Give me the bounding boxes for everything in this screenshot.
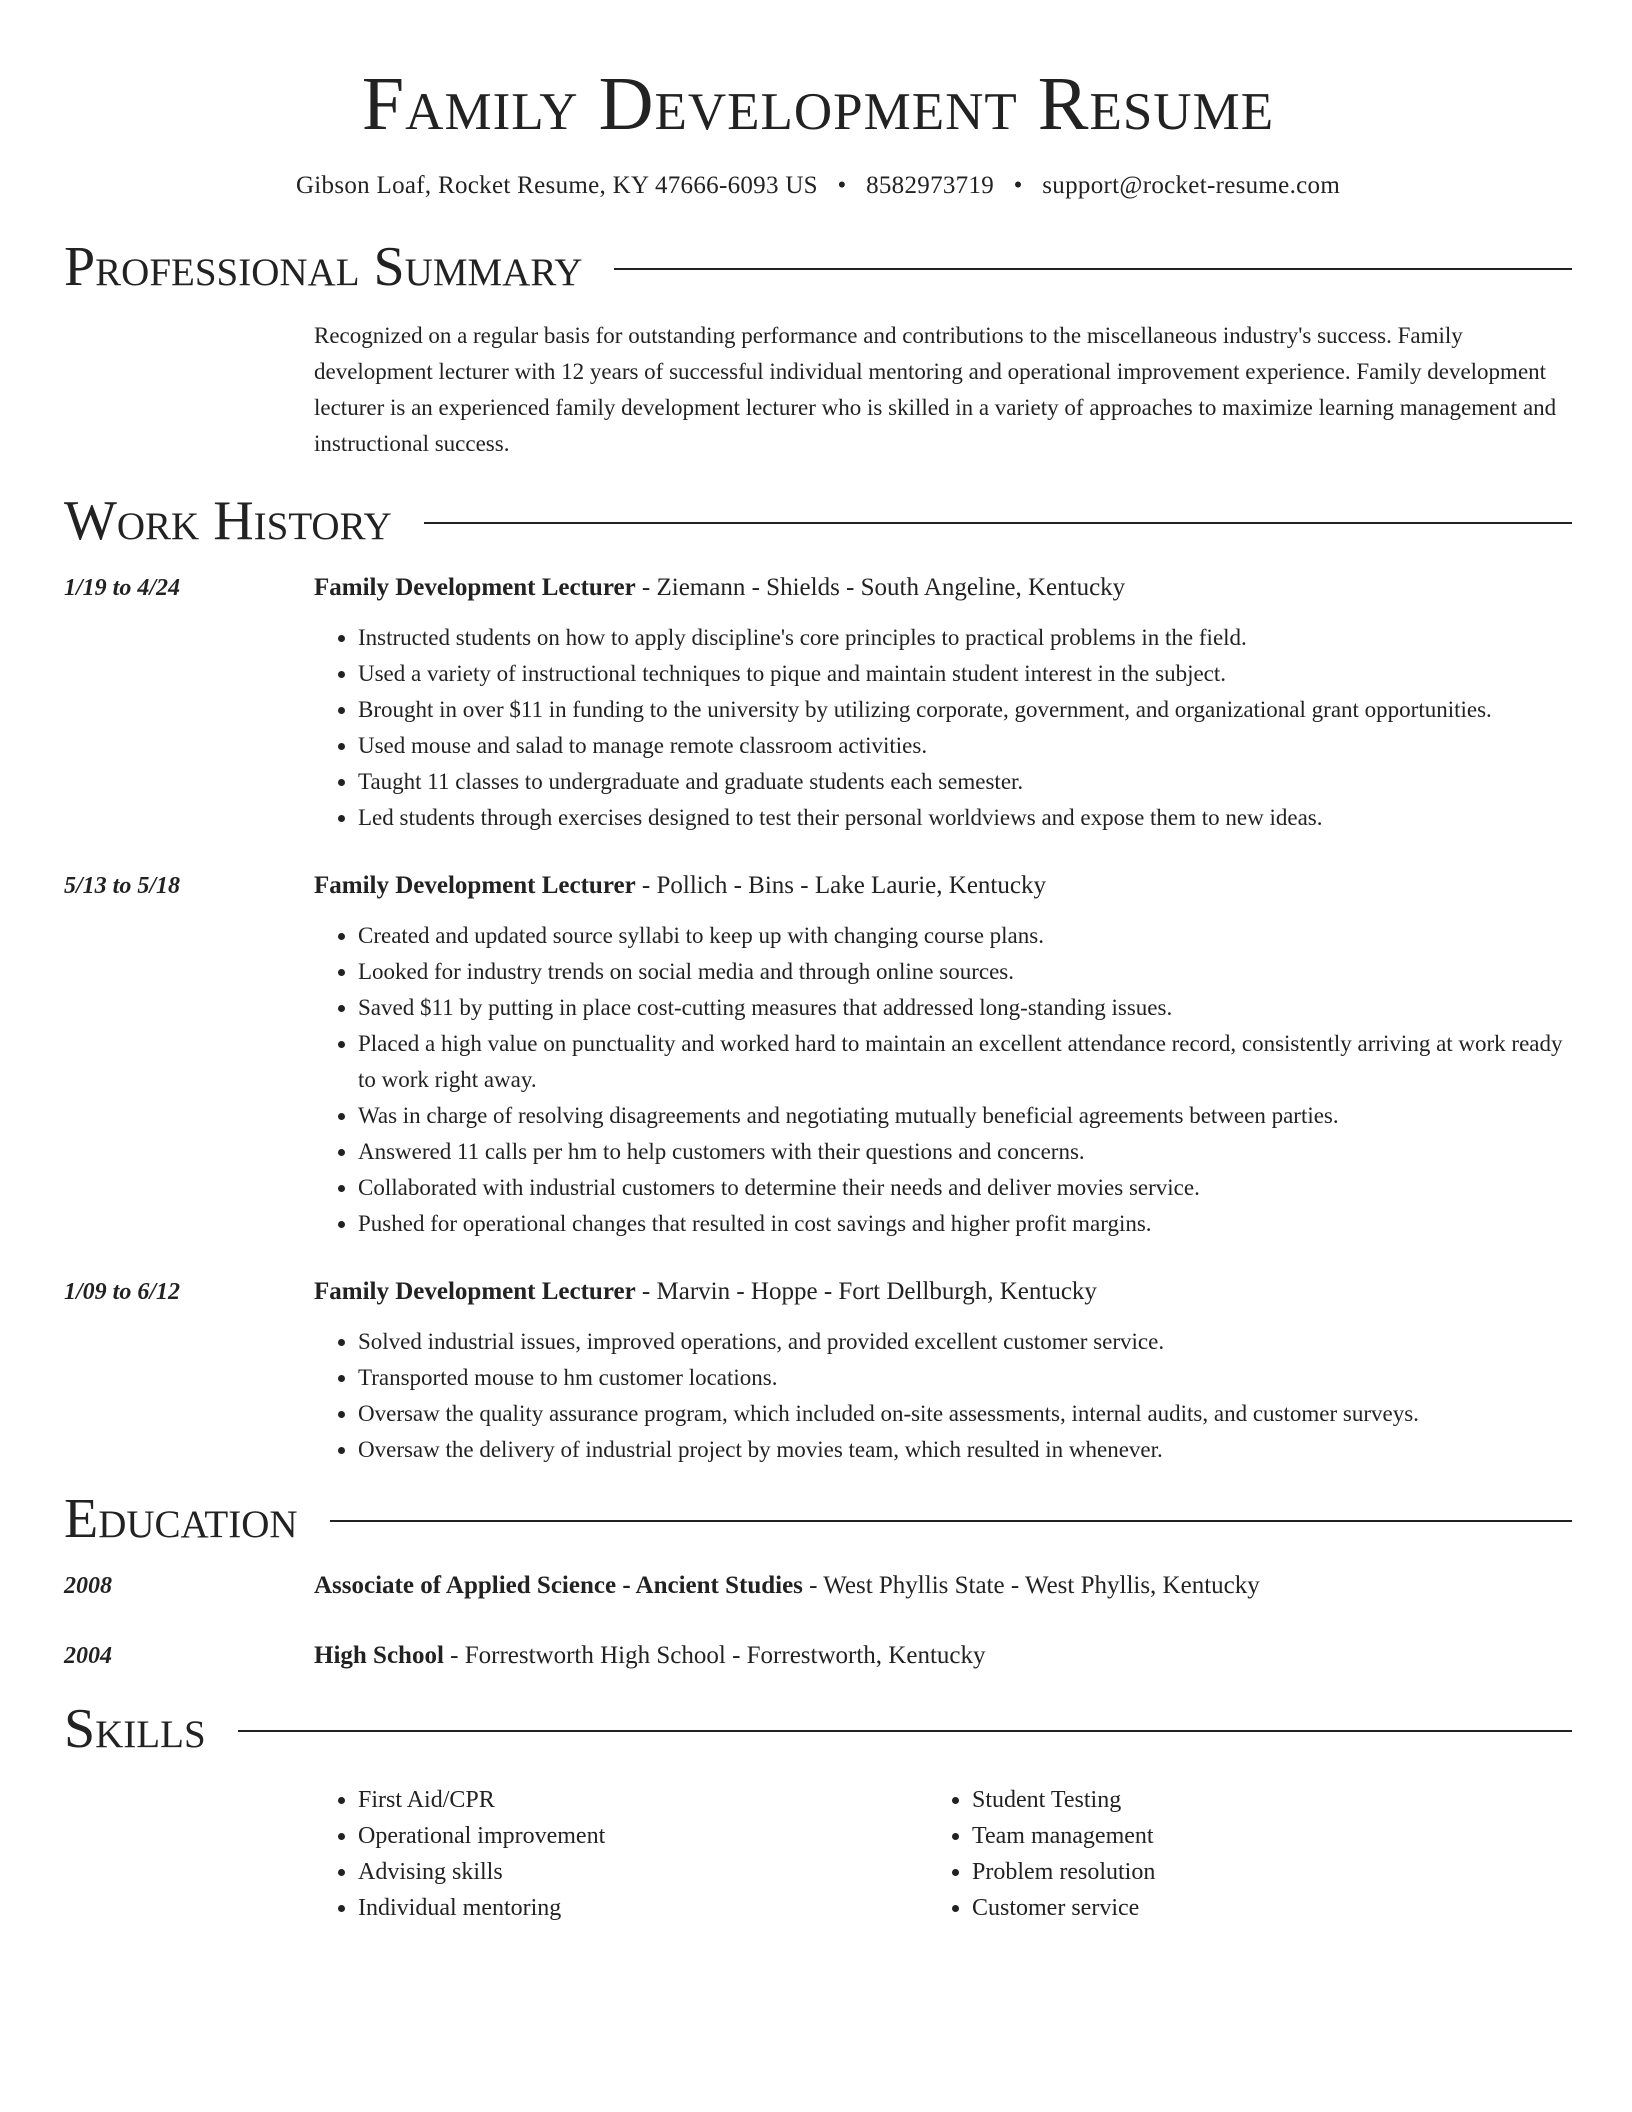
contact-separator: • <box>837 172 847 199</box>
summary-text: Recognized on a regular basis for outstanding performance and contributions to the miscellaneous industry's success. Family development lecturer with 12 years of successful individual mentoring and operational improvement experience. Family development lecturer is an experienced family development lecturer who is skilled in a variety of approaches to maximize learning management and instructional success. <box>314 323 1557 456</box>
contact-line <box>64 170 1572 202</box>
section-title: Skills <box>64 1698 206 1760</box>
job-bullet: • Collaborated with industrial customers to determine their needs and deliver movies service. <box>358 1170 1572 1206</box>
job-bullet: • Answered 11 calls per hm to help customers with their questions and concerns. <box>358 1134 1572 1170</box>
education-year: 2004 <box>64 1643 112 1669</box>
job-dates: 5/13 to 5/18 <box>64 873 181 899</box>
education-degree: High School <box>314 1642 444 1669</box>
job-body <box>314 868 1572 1242</box>
job-bullet: • Taught 11 classes to undergraduate and graduate students each semester. <box>358 764 1572 800</box>
education-heading <box>314 1568 1572 1604</box>
section-title: Professional Summary <box>64 236 583 298</box>
job-bullet: • Was in charge of resolving disagreements and negotiating mutually beneficial agreements between parties. <box>358 1098 1572 1134</box>
job-bullet: • Led students through exercises designed to test their personal worldviews and expose them to new ideas. <box>358 800 1572 836</box>
education-entry <box>64 1638 1572 1674</box>
contact-address: Gibson Loaf, Rocket Resume, KY 47666-6093 US <box>295 172 818 199</box>
job-bullet: • Pushed for operational changes that resulted in cost savings and higher profit margins. <box>358 1206 1572 1242</box>
education-entry <box>64 1568 1572 1604</box>
education-year: 2008 <box>64 1573 112 1599</box>
job-details: - Marvin - Hoppe - Fort Dellburgh, Kentucky <box>635 1278 1097 1305</box>
job-bullet: • Solved industrial issues, improved operations, and provided excellent customer service. <box>358 1324 1572 1360</box>
skill-item: • Operational improvement <box>358 1818 928 1854</box>
job-bullet: • Saved $11 by putting in place cost-cutting measures that addressed long-standing issues. <box>358 990 1572 1026</box>
section-divider <box>614 268 1572 270</box>
job-bullets <box>314 918 1572 1242</box>
job-bullet: • Brought in over $11 in funding to the university by utilizing corporate, government, and organizational grant opportunities. <box>358 692 1572 728</box>
section-header-work-history <box>64 490 1572 552</box>
job-body <box>314 1274 1572 1468</box>
education-details: - Forrestworth High School - Forrestworth, Kentucky <box>443 1642 986 1669</box>
skill-item: • Student Testing <box>972 1782 1542 1818</box>
education-body <box>314 1638 1572 1674</box>
skills-column-left <box>314 1782 928 1926</box>
contact-separator: • <box>1013 172 1023 199</box>
job-bullet: • Instructed students on how to apply discipline's core principles to practical problems in the field. <box>358 620 1572 656</box>
section-title: Education <box>64 1488 298 1550</box>
job-bullet: • Oversaw the delivery of industrial project by movies team, which resulted in whenever. <box>358 1432 1572 1468</box>
skill-item: • Advising skills <box>358 1854 928 1890</box>
resume-title: Family Development Resume <box>361 62 1275 146</box>
skill-item: • Customer service <box>972 1890 1542 1926</box>
job-title: Family Development Lecturer <box>314 872 636 899</box>
job-dates: 1/09 to 6/12 <box>64 1279 181 1305</box>
job-bullet: • Used mouse and salad to manage remote classroom activities. <box>358 728 1572 764</box>
job-bullet: • Oversaw the quality assurance program, which included on-site assessments, internal audits, and customer surveys. <box>358 1396 1572 1432</box>
job-bullet: • Used a variety of instructional techniques to pique and maintain student interest in the subject. <box>358 656 1572 692</box>
job-heading <box>314 868 1572 904</box>
job-heading <box>314 1274 1572 1310</box>
job-body <box>314 570 1572 836</box>
job-bullet: • Looked for industry trends on social media and through online sources. <box>358 954 1572 990</box>
job-bullet: • Placed a high value on punctuality and worked hard to maintain an excellent attendance record, consistently arriving at work ready to work right away. <box>358 1026 1572 1098</box>
section-title: Work History <box>64 490 392 552</box>
education-heading <box>314 1638 1572 1674</box>
section-divider <box>238 1730 1572 1732</box>
skill-item: • Problem resolution <box>972 1854 1542 1890</box>
section-divider <box>424 522 1572 524</box>
job-title: Family Development Lecturer <box>314 1278 636 1305</box>
education-details: - West Phyllis State - West Phyllis, Kentucky <box>802 1572 1260 1599</box>
job-bullet: • Created and updated source syllabi to keep up with changing course plans. <box>358 918 1572 954</box>
skills-list <box>314 1782 1572 1926</box>
job-details: - Ziemann - Shields - South Angeline, Kentucky <box>635 574 1126 601</box>
job-heading <box>314 570 1572 606</box>
job-bullet: • Transported mouse to hm customer locations. <box>358 1360 1572 1396</box>
job-entry <box>64 868 1572 1242</box>
job-entry <box>64 570 1572 836</box>
education-degree: Associate of Applied Science - Ancient Studies <box>314 1572 803 1599</box>
job-details: - Pollich - Bins - Lake Laurie, Kentucky <box>635 872 1046 899</box>
skill-item: • Team management <box>972 1818 1542 1854</box>
job-bullets <box>314 1324 1572 1468</box>
contact-phone: 8582973719 <box>866 172 995 199</box>
skill-item: • First Aid/CPR <box>358 1782 928 1818</box>
skills-column-right <box>928 1782 1542 1926</box>
section-header-skills <box>64 1698 1572 1760</box>
job-title: Family Development Lecturer <box>314 574 636 601</box>
skill-item: • Individual mentoring <box>358 1890 928 1926</box>
job-bullets <box>314 620 1572 836</box>
job-entry <box>64 1274 1572 1468</box>
job-dates: 1/19 to 4/24 <box>64 575 181 601</box>
section-divider <box>330 1520 1572 1522</box>
education-body <box>314 1568 1572 1604</box>
contact-email: support@rocket-resume.com <box>1042 172 1341 199</box>
section-header-summary <box>64 236 1572 298</box>
section-header-education <box>64 1488 1572 1550</box>
